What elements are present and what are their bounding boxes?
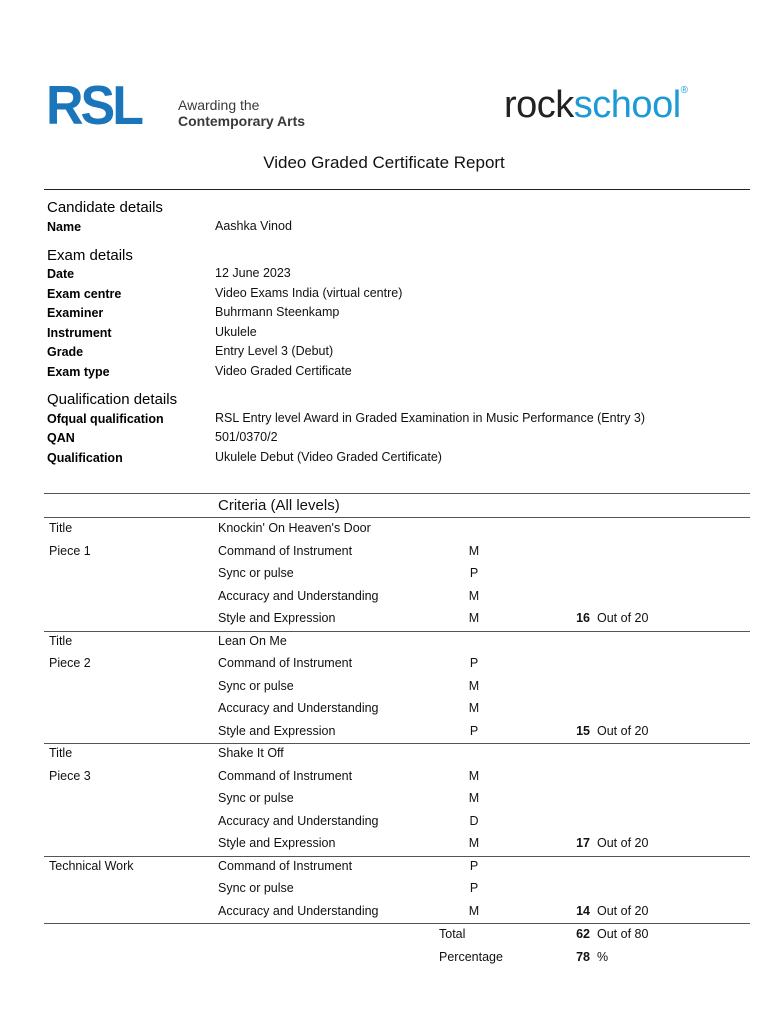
qan-value: 501/0370/2	[215, 430, 278, 444]
percentage-unit: %	[597, 949, 609, 964]
registered-mark: ®	[680, 85, 688, 96]
qualification-details-heading: Qualification details	[47, 391, 178, 408]
total-out-of: Out of 80	[597, 927, 649, 941]
criterion-grade: M	[468, 543, 480, 558]
criterion-name: Sync or pulse	[218, 678, 294, 693]
instrument-value: Ukulele	[215, 325, 257, 339]
section-out-of: Out of 20	[597, 903, 649, 918]
exam-type-value: Video Graded Certificate	[215, 364, 352, 378]
exam-type-label: Exam type	[47, 365, 110, 379]
criterion-name: Accuracy and Understanding	[218, 701, 379, 715]
rsl-logo-mark: RSL	[46, 75, 141, 137]
table-top-rule	[44, 493, 750, 494]
ofqual-qualification-value: RSL Entry level Award in Graded Examination in Music Performance (Entry 3)	[215, 411, 646, 425]
grade-label: Grade	[47, 345, 84, 359]
criterion-grade: M	[468, 588, 480, 603]
section-score: 17	[576, 836, 590, 850]
section-out-of: Out of 20	[597, 836, 649, 850]
section-label: Piece 1	[49, 543, 91, 558]
grade-value: Entry Level 3 (Debut)	[215, 344, 334, 358]
criterion-grade: P	[469, 723, 479, 738]
candidate-details-heading: Candidate details	[47, 199, 163, 216]
name-label: Name	[47, 220, 82, 234]
criterion-name: Sync or pulse	[218, 566, 294, 580]
rockschool-logo-rock: rock	[504, 84, 574, 126]
section-divider	[44, 923, 750, 924]
total-label: Total	[439, 927, 466, 941]
section-label: Piece 2	[49, 656, 91, 670]
instrument-label: Instrument	[47, 326, 112, 340]
exam-details-heading: Exam details	[47, 247, 133, 264]
criterion-grade: M	[468, 836, 480, 850]
rockschool-logo-school: school	[573, 84, 681, 126]
title-divider	[44, 189, 750, 190]
criterion-name: Sync or pulse	[218, 791, 294, 805]
exam-centre-value: Video Exams India (virtual centre)	[215, 286, 403, 300]
rsl-tagline-line-1: Awarding the	[178, 97, 260, 113]
criterion-name: Command of Instrument	[218, 656, 353, 670]
total-value: 62	[576, 927, 590, 941]
section-out-of: Out of 20	[597, 723, 649, 738]
piece-title: Knockin' On Heaven's Door	[218, 521, 371, 535]
exam-centre-label: Exam centre	[47, 287, 122, 301]
qan-label: QAN	[47, 431, 75, 445]
criterion-grade: M	[468, 768, 480, 783]
criterion-grade: M	[468, 791, 480, 805]
criterion-grade: P	[469, 858, 479, 873]
exam-date-label: Date	[47, 267, 75, 281]
page-title: Video Graded Certificate Report	[263, 153, 505, 172]
criterion-name: Style and Expression	[218, 836, 336, 850]
section-divider	[44, 743, 750, 744]
qualification-value: Ukulele Debut (Video Graded Certificate)	[215, 450, 442, 464]
section-divider	[44, 856, 750, 857]
section-score: 15	[576, 723, 590, 738]
criterion-grade: M	[468, 701, 480, 715]
exam-date-value: 12 June 2023	[215, 266, 291, 280]
criterion-name: Command of Instrument	[218, 768, 353, 783]
qualification-label: Qualification	[47, 451, 123, 465]
criterion-name: Style and Expression	[218, 723, 336, 738]
criterion-grade: M	[468, 611, 480, 625]
criteria-heading: Criteria (All levels)	[218, 497, 340, 514]
criterion-name: Accuracy and Understanding	[218, 588, 379, 603]
title-label: Title	[49, 746, 73, 760]
criterion-name: Accuracy and Understanding	[218, 813, 379, 828]
criterion-name: Accuracy and Understanding	[218, 903, 379, 918]
title-label: Title	[49, 633, 73, 648]
table-header-rule	[44, 517, 750, 518]
section-out-of: Out of 20	[597, 611, 649, 625]
rockschool-logo	[504, 86, 688, 124]
criterion-grade: P	[469, 881, 479, 895]
name-value: Aashka Vinod	[215, 219, 292, 233]
criterion-grade: D	[469, 813, 479, 828]
section-label: Piece 3	[49, 768, 91, 783]
percentage-label: Percentage	[439, 949, 503, 964]
criterion-grade: P	[469, 566, 479, 580]
criterion-grade: P	[469, 656, 479, 670]
percentage-value: 78	[576, 949, 590, 964]
piece-title: Shake It Off	[218, 746, 284, 760]
ofqual-qualification-label: Ofqual qualification	[47, 412, 164, 426]
criterion-grade: M	[468, 678, 480, 693]
examiner-value: Buhrmann Steenkamp	[215, 305, 340, 319]
criterion-grade: M	[468, 903, 480, 918]
criterion-name: Command of Instrument	[218, 543, 353, 558]
criterion-name: Style and Expression	[218, 611, 336, 625]
section-divider	[44, 631, 750, 632]
section-score: 14	[576, 903, 590, 918]
piece-title: Lean On Me	[218, 633, 287, 648]
rsl-tagline	[178, 97, 305, 129]
section-label: Technical Work	[49, 858, 134, 873]
criterion-name: Sync or pulse	[218, 881, 294, 895]
criterion-name: Command of Instrument	[218, 858, 353, 873]
examiner-label: Examiner	[47, 306, 104, 320]
rsl-tagline-line-2: Contemporary Arts	[178, 113, 306, 129]
section-score: 16	[576, 611, 590, 625]
title-label: Title	[49, 521, 73, 535]
